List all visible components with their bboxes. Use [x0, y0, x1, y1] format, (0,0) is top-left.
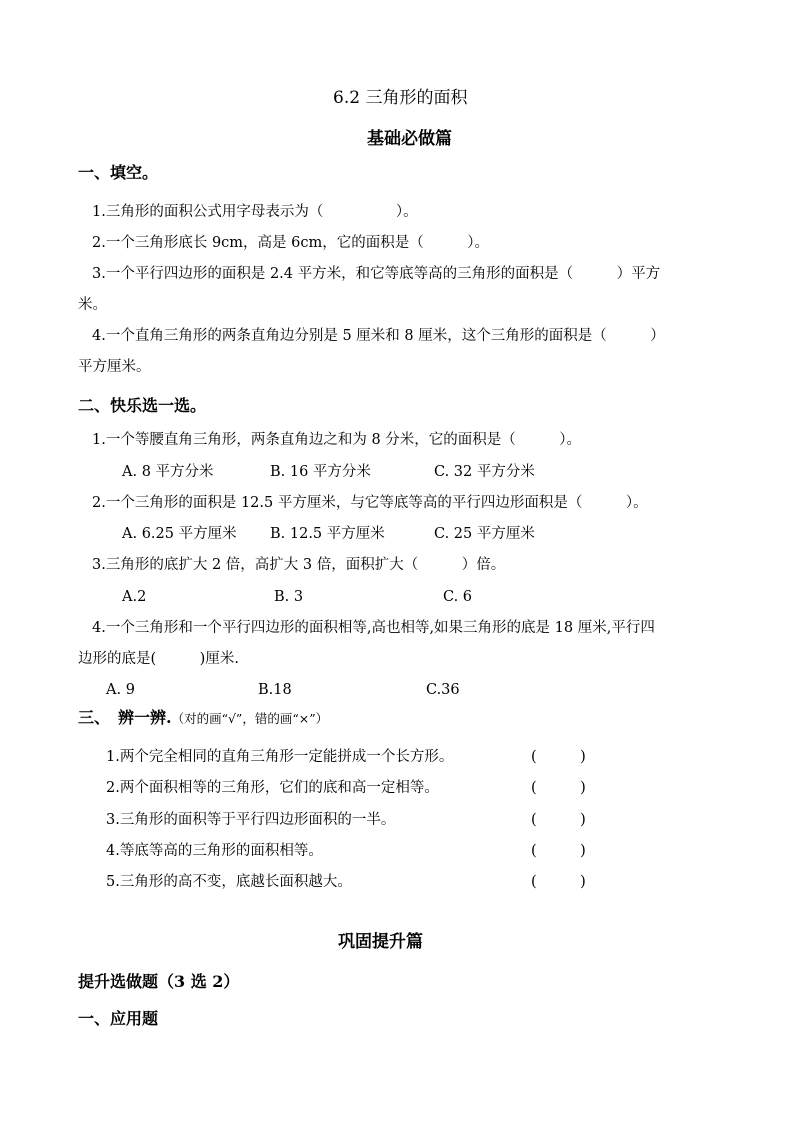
s1-question-4-line1: 4.一个直角三角形的两条直角边分别是 5 厘米和 8 厘米，这个三角形的面积是（ ）: [92, 328, 665, 344]
s2-q2-option-c: C. 25 平方厘米: [434, 526, 535, 542]
section3-heading-text: 三、 辨一辨.: [78, 708, 172, 727]
s2-question-1: 1.一个等腰直角三角形，两条直角边之和为 8 分米，它的面积是（ ）。: [92, 432, 582, 448]
section2-heading: 二、快乐选一选。: [78, 396, 207, 415]
s1-question-3-line2: 米。: [78, 297, 107, 313]
s2-question-4-line2: 边形的底是( )厘米.: [78, 651, 239, 667]
s3-item-3-bracket: ( ): [531, 812, 586, 828]
s2-q3-option-a: A.2: [122, 589, 147, 605]
s1-question-1: 1.三角形的面积公式用字母表示为（ ）。: [92, 204, 418, 220]
s1-question-3-line1: 3.一个平行四边形的面积是 2.4 平方米，和它等底等高的三角形的面积是（ ）平方: [92, 266, 661, 282]
s2-q4-option-c: C.36: [426, 682, 460, 698]
section1-heading: 一、填空。: [78, 163, 159, 182]
s2-q4-option-b: B.18: [258, 682, 292, 698]
section3-note: （对的画“√”，错的画“×”）: [171, 711, 329, 726]
s3-item-1-bracket: ( ): [531, 749, 586, 765]
s2-question-4-line1: 4.一个三角形和一个平行四边形的面积相等,高也相等,如果三角形的底是 18 厘米,平行四: [92, 620, 655, 636]
part1-title: 基础必做篇: [367, 129, 452, 149]
s3-item-3: 3.三角形的面积等于平行四边形面积的一半。: [106, 812, 396, 828]
s3-item-2: 2.两个面积相等的三角形，它们的底和高一定相等。: [106, 780, 439, 796]
s2-question-3: 3.三角形的底扩大 2 倍，高扩大 3 倍，面积扩大（ ）倍。: [92, 557, 506, 573]
s2-q1-option-c: C. 32 平方分米: [434, 464, 535, 480]
s1-question-4-line2: 平方厘米。: [78, 359, 151, 375]
s2-q1-option-a: A. 8 平方分米: [122, 464, 214, 480]
s2-q4-option-a: A. 9: [106, 682, 135, 698]
s2-q2-option-a: A. 6.25 平方厘米: [122, 526, 237, 542]
s3-item-4-bracket: ( ): [531, 843, 586, 859]
s3-item-2-bracket: ( ): [531, 780, 586, 796]
s1-question-2: 2.一个三角形底长 9cm，高是 6cm，它的面积是（ ）。: [92, 235, 489, 251]
s2-question-2: 2.一个三角形的面积是 12.5 平方厘米，与它等底等高的平行四边形面积是（ ）。: [92, 495, 648, 511]
s2-q3-option-c: C. 6: [443, 589, 473, 605]
s2-q1-option-b: B. 16 平方分米: [270, 464, 371, 480]
part2-section1-heading: 一、应用题: [78, 1009, 159, 1028]
part2-title: 巩固提升篇: [338, 932, 423, 952]
section3-heading: [78, 708, 328, 729]
s3-item-5: 5.三角形的高不变，底越长面积越大。: [106, 874, 352, 890]
s3-item-5-bracket: ( ): [531, 874, 586, 890]
page-title: 6.2 三角形的面积: [333, 88, 468, 108]
s2-q2-option-b: B. 12.5 平方厘米: [270, 526, 385, 542]
s3-item-4: 4.等底等高的三角形的面积相等。: [106, 843, 323, 859]
s2-q3-option-b: B. 3: [274, 589, 304, 605]
part2-select-heading: 提升选做题（3 选 2）: [78, 972, 240, 991]
s3-item-1: 1.两个完全相同的直角三角形一定能拼成一个长方形。: [106, 749, 454, 765]
